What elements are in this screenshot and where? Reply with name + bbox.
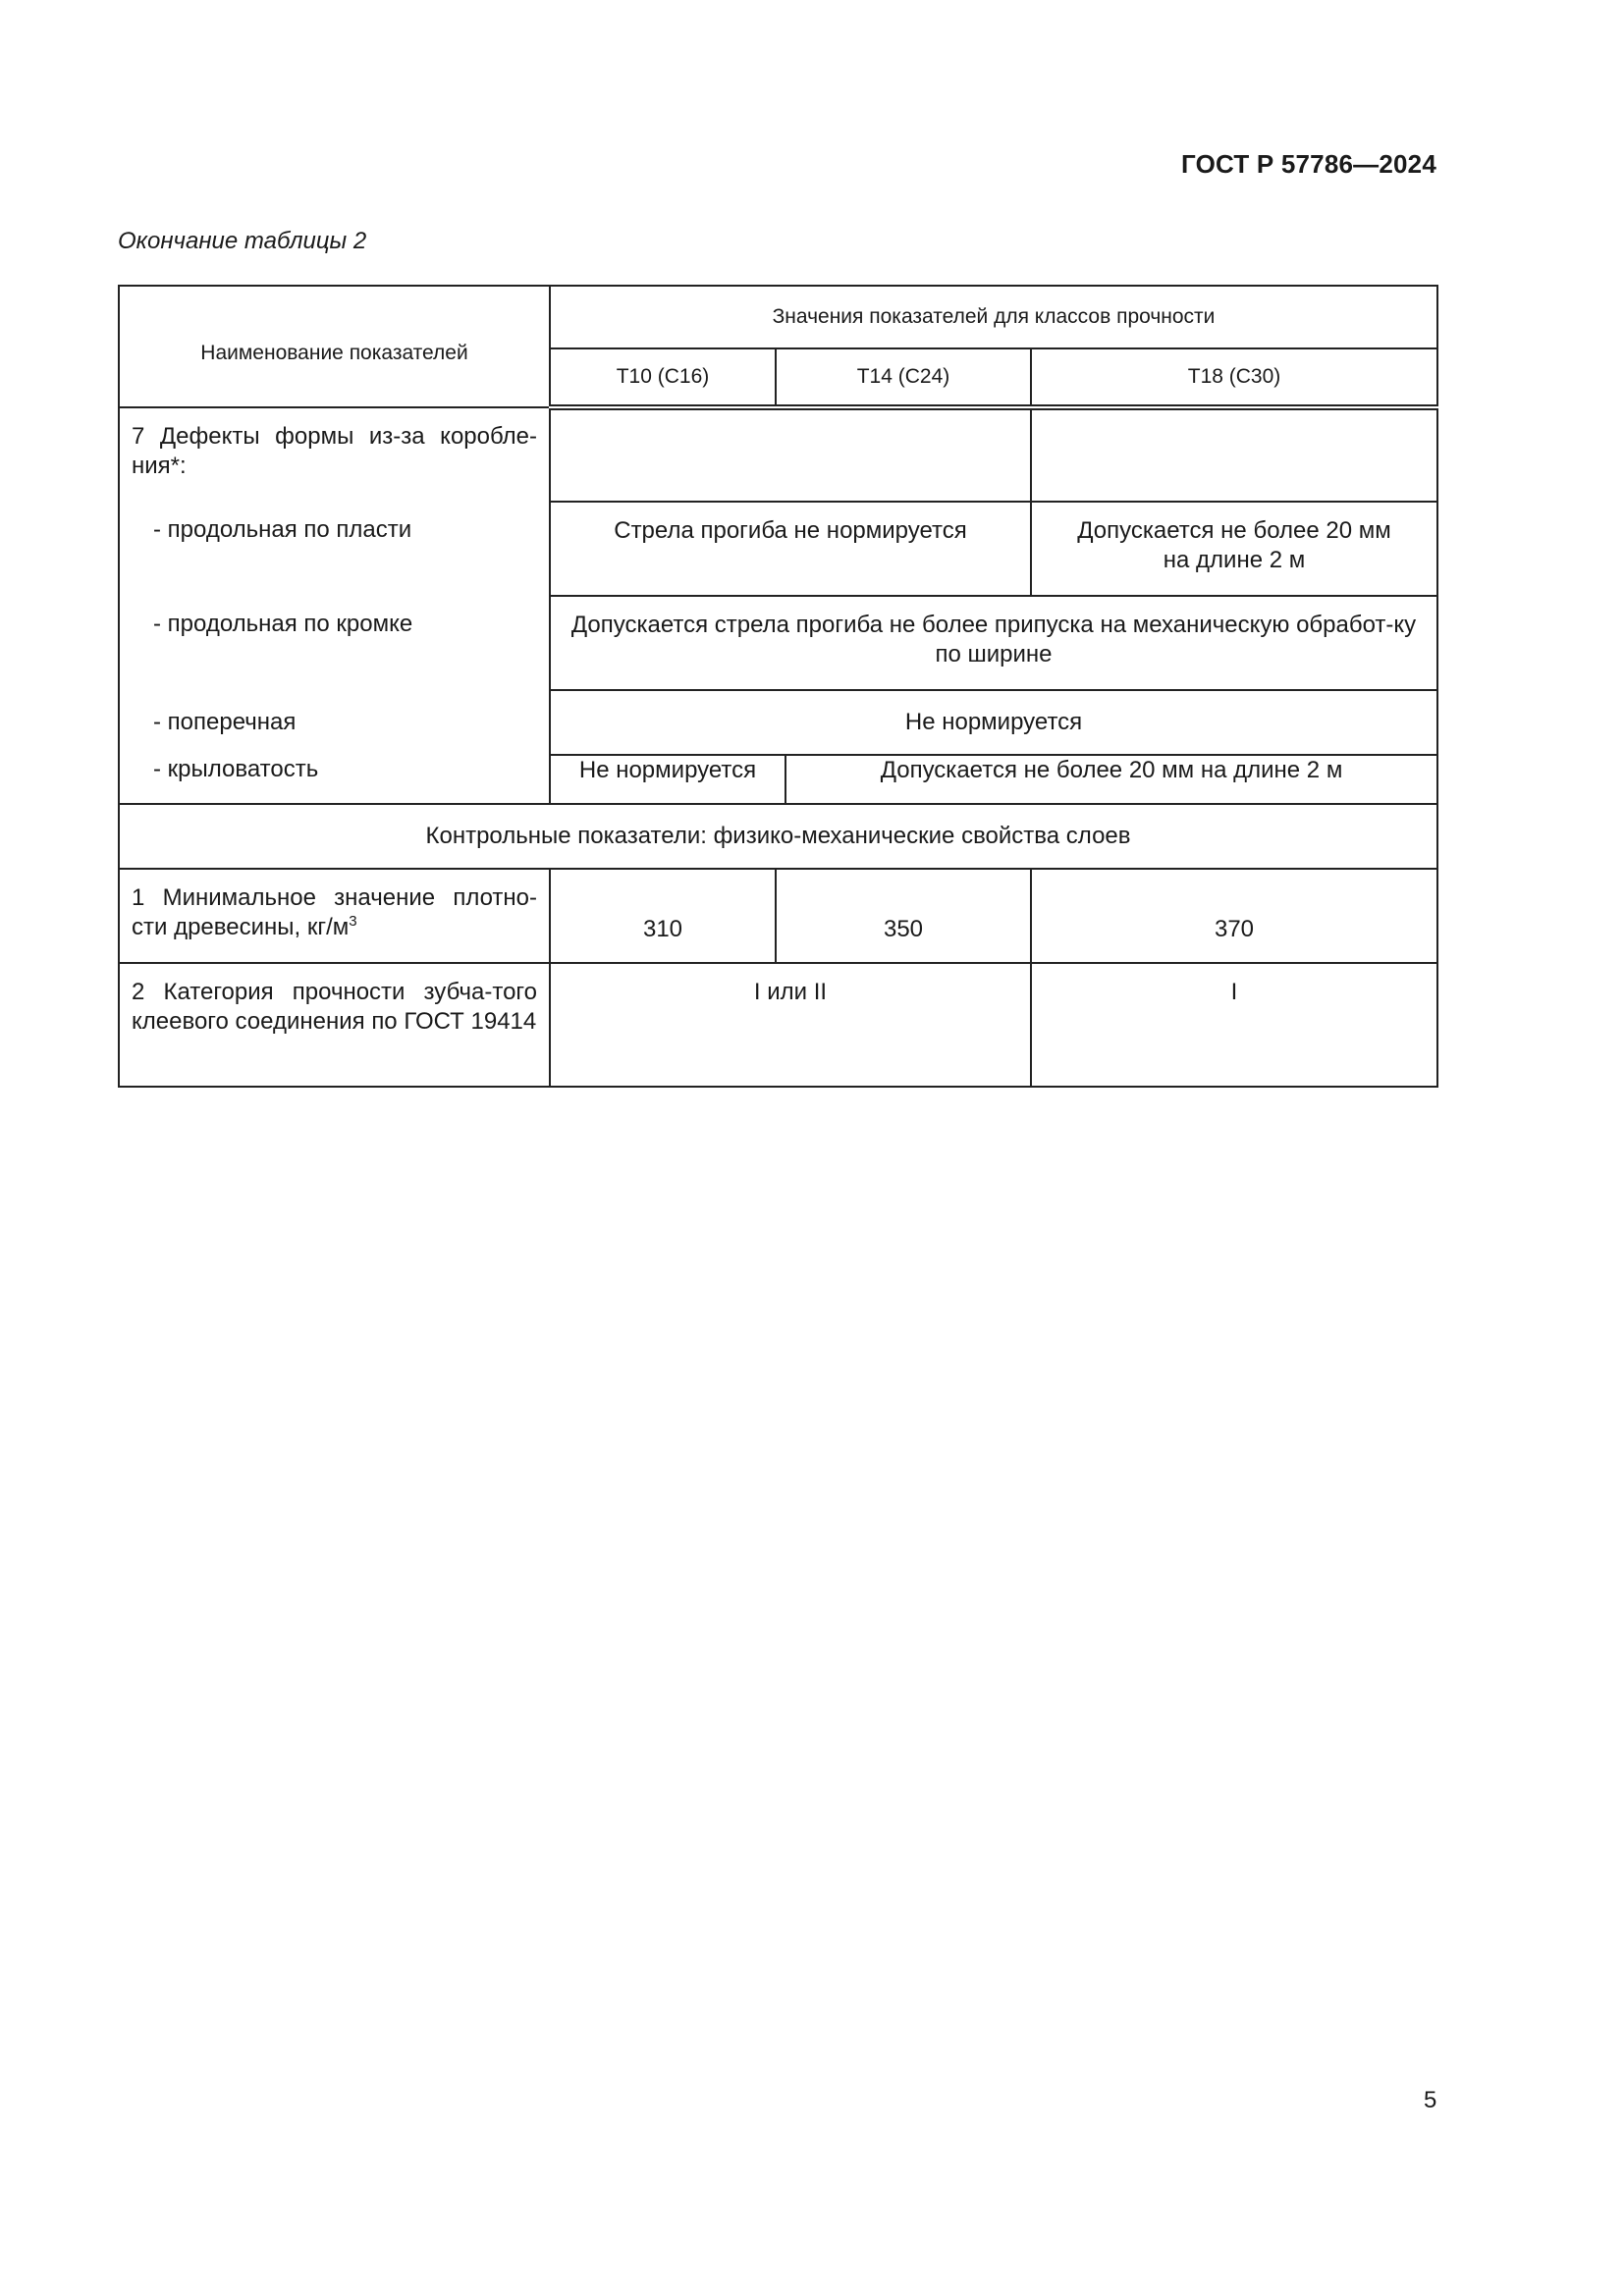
twist-t14-t18: Допускается не более 20 мм на длине 2 м (785, 755, 1437, 804)
defects-empty-t18 (1031, 407, 1437, 502)
joint-t10-t14: I или II (550, 963, 1031, 1087)
twist-label: - крыловатость (119, 755, 550, 804)
longitudinal-face-t18 (1031, 502, 1437, 596)
defects-empty-t10-t14 (550, 407, 1031, 502)
longitudinal-face-t18-line1: Допускается не более 20 мм (1077, 517, 1391, 544)
class-header-t18-cell: Т18 (С30) (1031, 348, 1437, 407)
control-header: Контрольные показатели: физико-механические свойства слоев (119, 804, 1437, 869)
density-label-sup: 3 (349, 913, 357, 930)
longitudinal-face-t10-t14: Стрела прогиба не нормируется (550, 502, 1031, 596)
density-label-cell (119, 869, 550, 963)
twist-t10: Не нормируется (550, 755, 785, 804)
transverse-label: - поперечная (119, 690, 550, 755)
transverse-value: Не нормируется (550, 690, 1437, 755)
density-t10: 310 (550, 869, 776, 963)
density-label: 1 Минимальное значение плотно-сти древесины, кг/м (132, 884, 537, 940)
col-name-header: Наименование показателей (119, 286, 550, 407)
table-caption: Окончание таблицы 2 (118, 228, 367, 254)
class-header-t14: Т14 (С24) (776, 348, 1031, 407)
page-number: 5 (1424, 2087, 1437, 2113)
density-t18: 370 (1031, 869, 1437, 963)
joint-label: 2 Категория прочности зубча-того клеевого соединения по ГОСТ 19414 (119, 963, 550, 1087)
longitudinal-edge-value: Допускается стрела прогиба не более припуска на механическую обработ-ку по ширине (550, 596, 1437, 690)
class-header-t10: Т10 (С16) (550, 348, 776, 407)
longitudinal-edge-label: - продольная по кромке (119, 596, 550, 690)
longitudinal-face-t18-line2: на длине 2 м (1163, 547, 1306, 573)
specs-table (118, 285, 1436, 1088)
document-id: ГОСТ Р 57786—2024 (1181, 149, 1436, 179)
density-t14: 350 (776, 869, 1031, 963)
longitudinal-face-label: - продольная по пласти (119, 502, 550, 596)
defects-title: 7 Дефекты формы из-за коробле-ния*: (119, 407, 550, 502)
joint-t18: I (1031, 963, 1437, 1087)
group-header: Значения показателей для классов прочности (550, 286, 1437, 348)
